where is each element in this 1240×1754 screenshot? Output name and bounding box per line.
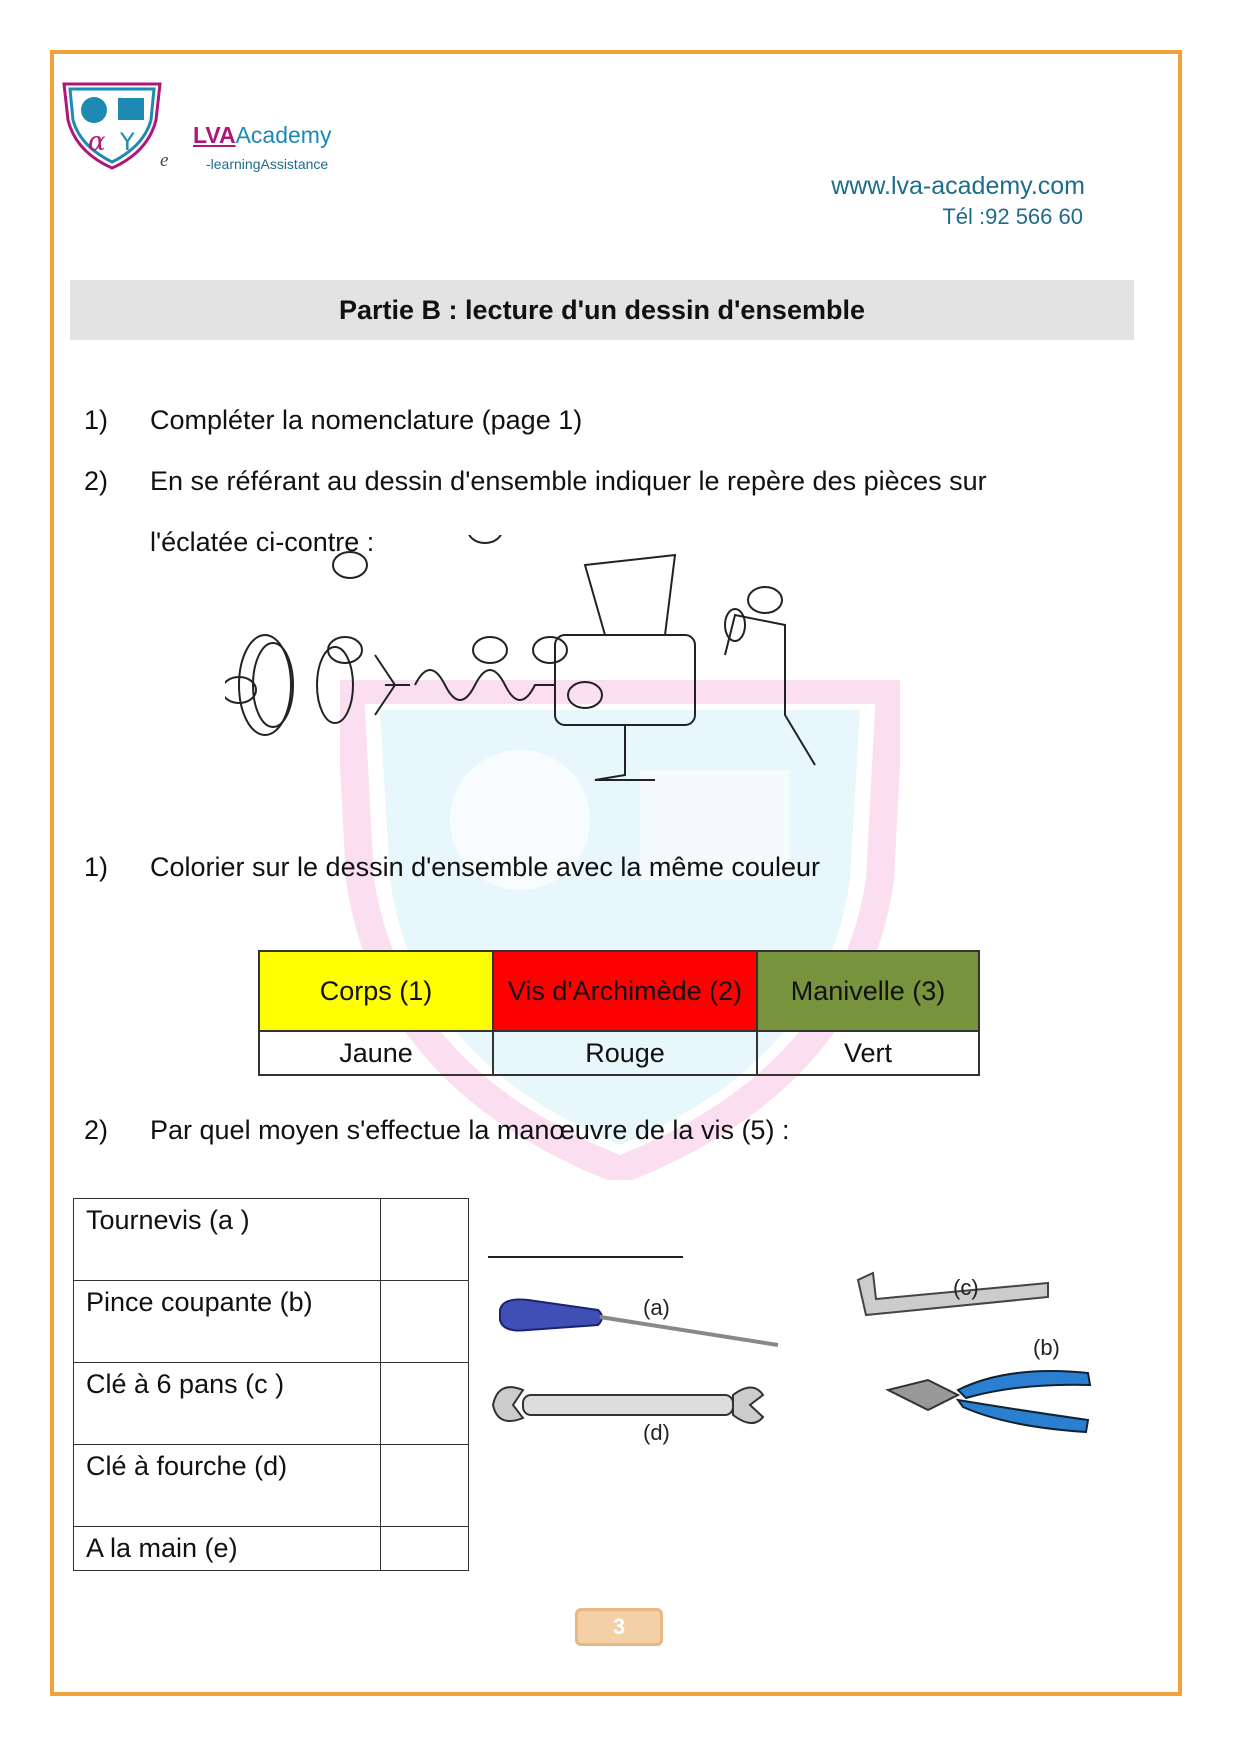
brand-name: LVAAcademy bbox=[193, 122, 332, 148]
answer-box-c[interactable] bbox=[381, 1363, 469, 1445]
page-number: 3 bbox=[575, 1608, 663, 1646]
label-a: (a) bbox=[643, 1295, 670, 1320]
question-4: 2) Par quel moyen s'effectue la manœuvre de la vis (5) : bbox=[84, 1115, 790, 1145]
tool-cle-fourche: Clé à fourche (d) bbox=[74, 1445, 381, 1527]
header-vis-archimede: Vis d'Archimède (2) bbox=[493, 951, 757, 1031]
cutting-pliers-icon bbox=[888, 1371, 1090, 1432]
open-wrench-icon bbox=[493, 1387, 763, 1423]
label-b: (b) bbox=[1033, 1335, 1060, 1360]
tools-illustration bbox=[488, 1255, 1168, 1485]
color-jaune: Jaune bbox=[259, 1031, 493, 1075]
section-title: Partie B : lecture d'un dessin d'ensemble bbox=[70, 280, 1134, 340]
color-vert: Vert bbox=[757, 1031, 979, 1075]
tools-table bbox=[73, 1198, 469, 1571]
color-rouge: Rouge bbox=[493, 1031, 757, 1075]
answer-box-b[interactable] bbox=[381, 1281, 469, 1363]
brand-e: e bbox=[160, 150, 169, 171]
tool-pince-coupante: Pince coupante (b) bbox=[74, 1281, 381, 1363]
phone-number: Tél :92 566 60 bbox=[942, 204, 1083, 229]
label-d: (d) bbox=[643, 1420, 670, 1445]
question-1: 1) Compléter la nomenclature (page 1) bbox=[84, 405, 583, 435]
website-link[interactable]: www.lva-academy.com bbox=[831, 172, 1085, 200]
lva-logo-icon bbox=[58, 80, 169, 171]
answer-box-e[interactable] bbox=[381, 1527, 469, 1571]
answer-box-d[interactable] bbox=[381, 1445, 469, 1527]
question-3: 1) Colorier sur le dessin d'ensemble avec la même couleur bbox=[84, 852, 820, 882]
svg-text:Y: Y bbox=[120, 128, 135, 156]
tool-a-la-main: A la main (e) bbox=[74, 1527, 381, 1571]
tool-tournevis: Tournevis (a ) bbox=[74, 1199, 381, 1281]
question-2: 2) En se référant au dessin d'ensemble indiquer le repère des pièces sur bbox=[84, 466, 987, 496]
header-corps: Corps (1) bbox=[259, 951, 493, 1031]
question-2-continuation: l'éclatée ci-contre : bbox=[150, 527, 375, 557]
brand-subtitle: -learningAssistance bbox=[206, 156, 329, 172]
tool-cle-6-pans: Clé à 6 pans (c ) bbox=[74, 1363, 381, 1445]
answer-box-a[interactable] bbox=[381, 1199, 469, 1281]
screwdriver-icon bbox=[500, 1299, 778, 1345]
label-c: (c) bbox=[953, 1275, 979, 1300]
color-table bbox=[258, 950, 980, 1076]
svg-text:α: α bbox=[88, 127, 106, 157]
exploded-view-drawing bbox=[225, 535, 905, 795]
header-manivelle: Manivelle (3) bbox=[757, 951, 979, 1031]
